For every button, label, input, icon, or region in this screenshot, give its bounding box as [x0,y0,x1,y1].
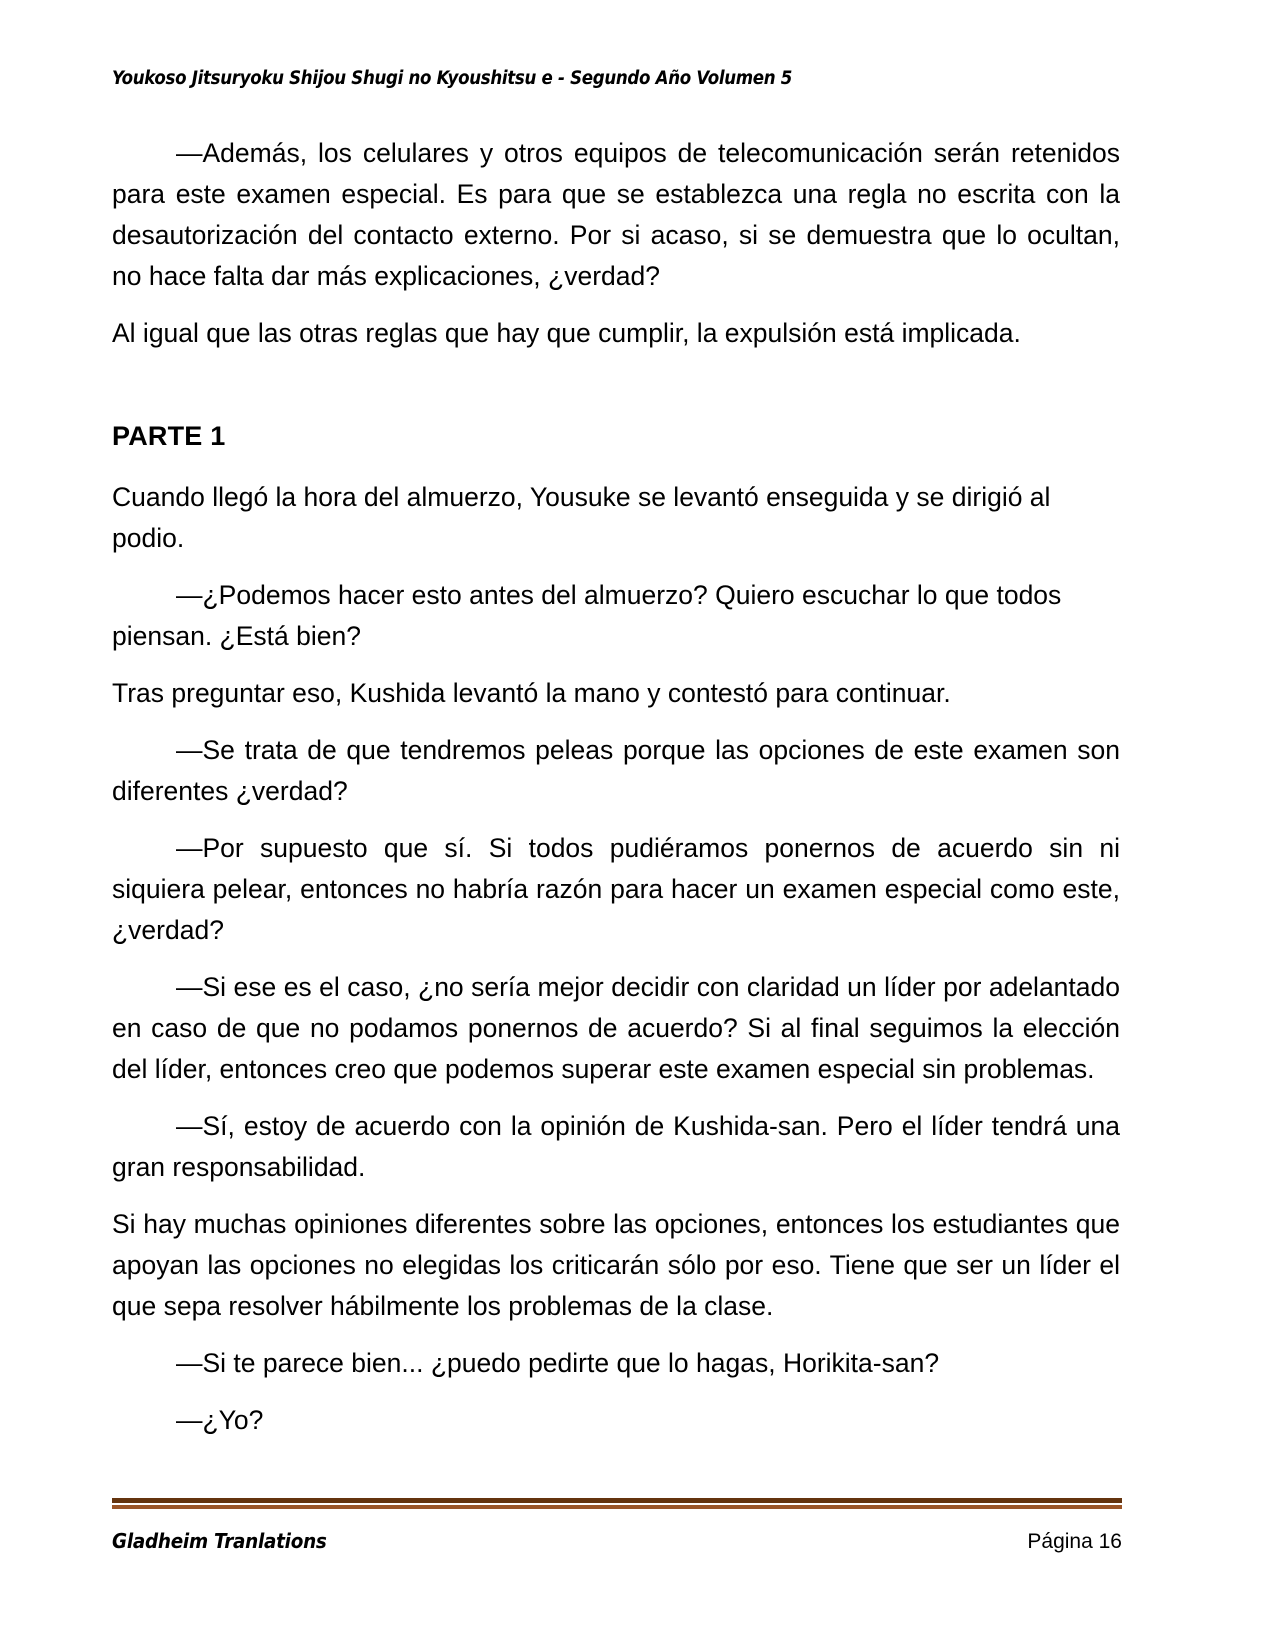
paragraph-expulsion: Al igual que las otras reglas que hay que cumplir, la expulsión está implicada. [112,318,1021,348]
paragraph-acuerdo-kushida: —Sí, estoy de acuerdo con la opinión de Kushida-san. Pero el líder tendrá una gran responsabilidad. [112,1111,1120,1182]
page-header [112,68,1122,89]
paragraph-lider-adelantado: —Si ese es el caso, ¿no sería mejor decidir con claridad un líder por adelantado en caso de que no podamos ponernos de acuerdo? Si al final seguimos la elección del líder, entonces creo que podemos superar este examen especial sin problemas. [112,972,1120,1084]
paragraph-horikita: —Si te parece bien... ¿puedo pedirte que lo hagas, Horikita-san? [176,1348,940,1378]
paragraph-por-supuesto: —Por supuesto que sí. Si todos pudiéramos ponernos de acuerdo sin ni siquiera pelear, entonces no habría razón para hacer un examen especial como este, ¿verdad? [112,833,1120,945]
page-footer [112,1498,1122,1554]
section-heading-parte-1: PARTE 1 [112,421,226,451]
footer-row [112,1529,1122,1554]
footer-brand: Gladheim Tranlations [112,1529,327,1553]
paragraph-yo: —¿Yo? [176,1405,264,1435]
paragraph-opiniones-diferentes: Si hay muchas opiniones diferentes sobre las opciones, entonces los estudiantes que apoyan las opciones no elegidas los criticarán sólo por eso. Tiene que ser un líder el que sepa resolver hábilmente los problemas de la clase. [112,1209,1120,1321]
header-title: Youkoso Jitsuryoku Shijou Shugi no Kyoushitsu e - Segundo Año Volumen 5 [112,68,793,89]
paragraph-celulares: —Además, los celulares y otros equipos de telecomunicación serán retenidos para este examen especial. Es para que se establezca una regla no escrita con la desautorización del contacto externo. Por si acaso, si se demuestra que lo ocultan, no hace falta dar más explicaciones, ¿verdad? [112,138,1120,291]
paragraph-podemos-hacer: —¿Podemos hacer esto antes del almuerzo? Quiero escuchar lo que todos piensan. ¿Está bien? [112,580,1062,651]
paragraph-kushida-mano: Tras preguntar eso, Kushida levantó la mano y contestó para continuar. [112,678,951,708]
paragraph-almuerzo: Cuando llegó la hora del almuerzo, Yousuke se levantó enseguida y se dirigió al podio. [112,482,1051,553]
footer-rule-lower [112,1505,1122,1509]
page-body [112,133,1120,1457]
footer-page-number: Página 16 [1027,1530,1122,1553]
paragraph-peleas: —Se trata de que tendremos peleas porque las opciones de este examen son diferentes ¿verdad? [112,735,1120,806]
